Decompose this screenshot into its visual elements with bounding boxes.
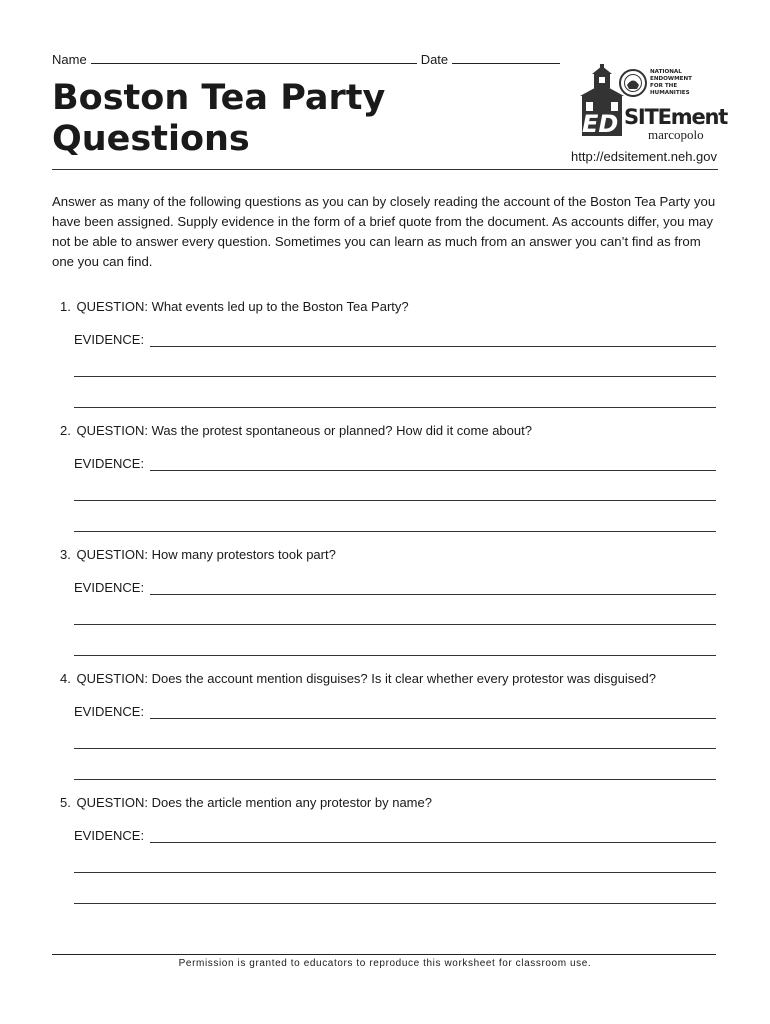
logo-marcopolo-text: marcopolo <box>648 127 704 142</box>
answer-line[interactable] <box>74 500 716 501</box>
logo-ed-text: ED <box>582 110 619 138</box>
evidence-row <box>74 704 716 719</box>
question-text <box>60 795 432 810</box>
name-field[interactable] <box>91 53 417 64</box>
answer-line[interactable] <box>74 376 716 377</box>
question-label: QUESTION: Was the protest spontaneous or planned? How did it come about? <box>76 423 532 438</box>
evidence-label: EVIDENCE: <box>74 332 145 347</box>
neh-line-1: NATIONAL <box>650 69 682 75</box>
instructions: Answer as many of the following questions as you can by closely reading the account of the Boston Tea Party you have been assigned. Supply evidence in the form of a brief quote from the document. As accounts differ, you may not be able to answer every question. Sometimes you can learn as much from an answer you can’t find as from one you can find. <box>52 194 716 269</box>
answer-line[interactable] <box>74 872 716 873</box>
answer-line[interactable] <box>74 624 716 625</box>
neh-line-3: FOR THE <box>650 83 678 89</box>
evidence-row <box>74 332 716 347</box>
evidence-field[interactable] <box>150 830 716 843</box>
question-text <box>60 423 532 438</box>
answer-line[interactable] <box>74 748 716 749</box>
evidence-label: EVIDENCE: <box>74 580 145 595</box>
neh-line-4: HUMANITIES <box>650 90 690 96</box>
name-date-line <box>52 52 560 67</box>
evidence-field[interactable] <box>150 334 716 347</box>
question-text <box>60 299 409 314</box>
evidence-label: EVIDENCE: <box>74 828 145 843</box>
question-number: 4. <box>60 671 71 686</box>
question-number: 1. <box>60 299 71 314</box>
edsitement-logo <box>578 62 728 142</box>
neh-line-2: ENDOWMENT <box>650 76 692 82</box>
evidence-label: EVIDENCE: <box>74 704 145 719</box>
evidence-field[interactable] <box>150 706 716 719</box>
title-line-1: Boston Tea Party <box>52 78 386 118</box>
date-field[interactable] <box>452 53 560 64</box>
evidence-row <box>74 456 716 471</box>
evidence-row <box>74 580 716 595</box>
question-label: QUESTION: Does the account mention disguises? Is it clear whether every protestor was disguised? <box>76 671 656 686</box>
answer-line[interactable] <box>74 903 716 904</box>
question-text <box>60 547 336 562</box>
answer-line[interactable] <box>74 779 716 780</box>
footer-divider <box>52 954 716 955</box>
question-label: QUESTION: How many protestors took part? <box>76 547 336 562</box>
evidence-label: EVIDENCE: <box>74 456 145 471</box>
permission-note: Permission is granted to educators to reproduce this worksheet for classroom use. <box>178 958 592 969</box>
name-label: Name <box>52 52 87 67</box>
answer-line[interactable] <box>74 531 716 532</box>
date-label: Date <box>420 52 449 67</box>
question-label: QUESTION: Does the article mention any protestor by name? <box>76 795 432 810</box>
header-divider <box>52 169 718 170</box>
evidence-field[interactable] <box>150 458 716 471</box>
question-number: 2. <box>60 423 71 438</box>
question-number: 3. <box>60 547 71 562</box>
question-number: 5. <box>60 795 71 810</box>
answer-line[interactable] <box>74 407 716 408</box>
answer-line[interactable] <box>74 655 716 656</box>
evidence-row <box>74 828 716 843</box>
evidence-field[interactable] <box>150 582 716 595</box>
page-title <box>52 78 385 160</box>
question-label: QUESTION: What events led up to the Boston Tea Party? <box>76 299 409 314</box>
title-line-2: Questions <box>52 119 250 159</box>
website-url[interactable]: http://edsitement.neh.gov <box>571 149 717 164</box>
question-text <box>60 671 656 686</box>
logo-sitement-text: SITEment <box>624 105 728 129</box>
